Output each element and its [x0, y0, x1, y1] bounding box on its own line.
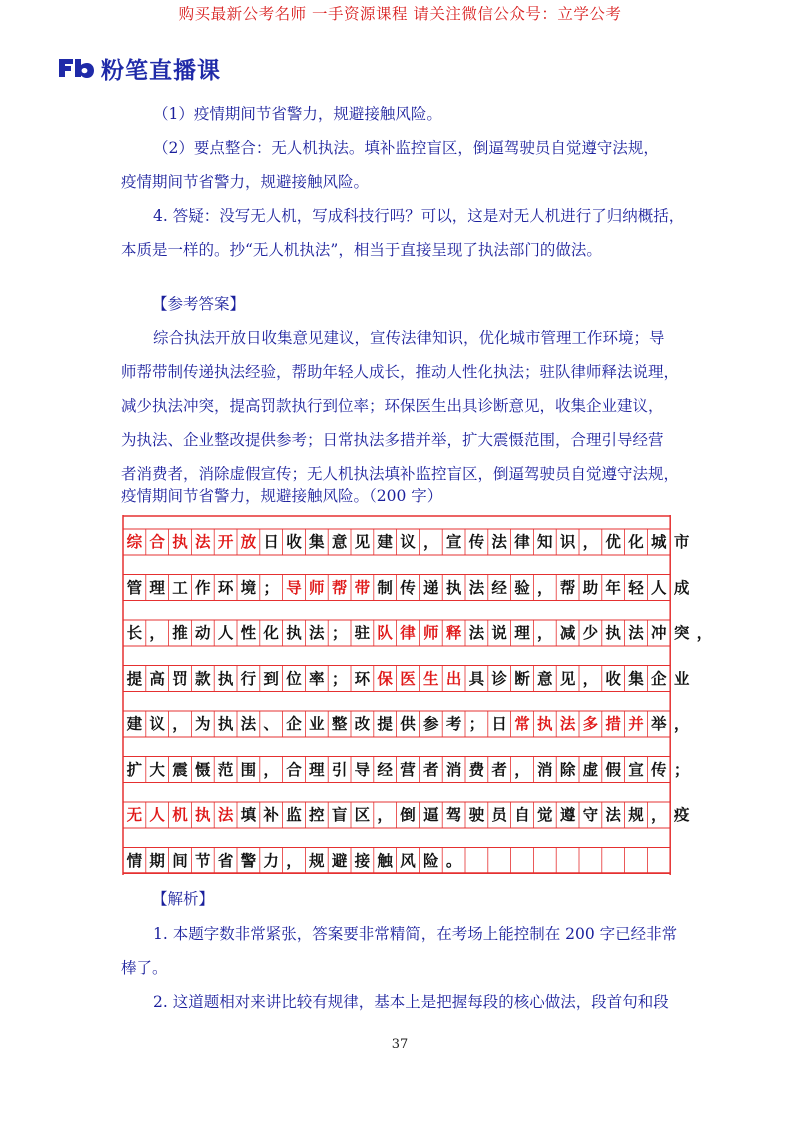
grid-char: ， — [537, 577, 553, 597]
grid-char: 市 — [673, 532, 690, 551]
grid-char: 动 — [195, 623, 211, 642]
grid-char: 驻 — [354, 623, 371, 642]
grid-char: ， — [582, 532, 599, 551]
grid-char: ； — [331, 668, 348, 688]
logo-text: 粉笔直播课 — [101, 57, 221, 84]
grid-char: 见 — [354, 532, 371, 551]
grid-char: 法 — [468, 623, 485, 642]
answer-line-4: 为执法、企业整改提供参考；日常执法多措并举，扩大震慑范围，合理引导经营 — [121, 431, 664, 449]
grid-char: 导 — [354, 759, 371, 779]
grid-char: 消 — [445, 759, 462, 779]
grid-char: 人 — [651, 577, 667, 597]
grid-char: 扩 — [126, 759, 143, 779]
grid-char: 驾 — [445, 805, 462, 824]
grid-char: 理 — [514, 623, 530, 642]
grid-char: ， — [423, 532, 439, 551]
grid-char: 疫 — [673, 805, 690, 824]
grid-char: ， — [582, 668, 599, 688]
logo — [57, 52, 221, 84]
grid-char: ， — [673, 714, 690, 733]
grid-char: 虚 — [582, 759, 599, 779]
grid-char: 具 — [468, 668, 485, 688]
grid-char: 围 — [240, 759, 257, 779]
grid-char: 综 — [126, 532, 143, 551]
grid-char: 补 — [263, 805, 279, 824]
intro-line-1: （1）疫情期间节省警力，规避接触风险。 — [153, 105, 442, 123]
grid-char: 诊 — [491, 668, 507, 688]
answer-grid — [121, 515, 713, 875]
grid-char: 化 — [263, 623, 279, 642]
grid-char: ， — [537, 623, 553, 642]
grid-char: 无 — [126, 805, 143, 824]
grid-char: ， — [696, 623, 713, 642]
grid-char: 执 — [217, 714, 234, 733]
grid-char: ， — [377, 805, 393, 824]
grid-char: 境 — [240, 577, 257, 597]
analysis-line-3: 2. 这道题相对来讲比较有规律，基本上是把握每段的核心做法，段首句和段 — [153, 993, 669, 1011]
grid-char: 业 — [309, 714, 325, 733]
grid-char: 企 — [286, 714, 302, 733]
grid-char: 为 — [195, 714, 211, 733]
grid-char: 改 — [354, 714, 371, 733]
grid-char: 性 — [240, 623, 257, 642]
grid-char: 法 — [491, 532, 507, 551]
grid-char: 执 — [195, 805, 211, 824]
grid-char: 工 — [172, 577, 188, 597]
intro-line-3: 疫情期间节省警力，规避接触风险。 — [121, 173, 370, 191]
grid-char: 接 — [354, 850, 371, 870]
grid-char: ， — [286, 850, 302, 870]
grid-char: 期 — [149, 850, 165, 870]
grid-char: 执 — [605, 623, 621, 642]
grid-char: 震 — [172, 759, 188, 779]
grid-char: 营 — [400, 759, 416, 779]
grid-char: 者 — [423, 759, 439, 779]
grid-char: 罚 — [172, 668, 188, 688]
grid-char: 律 — [514, 532, 530, 551]
grid-char: 业 — [673, 668, 690, 688]
grid-char: 守 — [582, 805, 599, 824]
grid-char: 警 — [240, 850, 257, 870]
grid-char: 范 — [217, 759, 234, 779]
grid-char: 验 — [514, 577, 530, 597]
grid-char: 日 — [263, 532, 279, 551]
grid-char: 监 — [286, 805, 302, 824]
grid-char: 逼 — [423, 805, 439, 824]
grid-char: 优 — [605, 532, 621, 551]
grid-char: 师 — [423, 623, 439, 642]
grid-char: ； — [263, 577, 279, 597]
grid-char: 风 — [400, 850, 416, 870]
grid-char: 力 — [263, 850, 279, 870]
grid-char: 断 — [514, 668, 530, 688]
grid-char: 经 — [377, 759, 393, 779]
grid-char: 执 — [217, 668, 234, 688]
grid-char: 款 — [195, 668, 211, 688]
grid-char: 法 — [468, 577, 485, 597]
grid-char: 建 — [126, 714, 143, 733]
grid-char: 放 — [240, 532, 257, 551]
grid-char: 化 — [628, 532, 644, 551]
grid-char: 传 — [468, 532, 485, 551]
grid-char: 员 — [491, 805, 507, 824]
grid-char: 合 — [149, 532, 165, 551]
intro-line-5: 本质是一样的。抄“无人机执法”，相当于直接呈现了执法部门的做法。 — [121, 241, 602, 259]
grid-char: ， — [514, 759, 530, 779]
grid-char: 议 — [149, 714, 165, 733]
grid-char: 执 — [537, 714, 553, 733]
grid-char: ； — [468, 714, 485, 733]
grid-char: 遵 — [559, 805, 576, 824]
grid-char: 避 — [331, 850, 348, 870]
grid-char: 省 — [217, 850, 234, 870]
grid-char: 规 — [309, 850, 325, 870]
grid-char: 考 — [445, 714, 462, 733]
grid-char: 率 — [309, 668, 325, 688]
grid-char: 收 — [286, 532, 302, 551]
grid-char: 带 — [354, 577, 371, 597]
grid-char: 开 — [217, 532, 234, 551]
grid-char: ； — [331, 623, 348, 642]
grid-char: 导 — [286, 577, 302, 597]
grid-char: 议 — [400, 532, 416, 551]
grid-char: 、 — [263, 714, 279, 733]
grid-char: 医 — [400, 668, 416, 688]
grid-char: 成 — [673, 577, 690, 597]
answer-line-6: 疫情期间节省警力，规避接触风险。（200 字） — [121, 487, 443, 505]
grid-char: 环 — [217, 577, 234, 597]
answer-line-2: 师帮带制传递执法经验，帮助年轻人成长，推动人性化执法；驻队律师释法说理， — [121, 363, 680, 381]
grid-char: 经 — [491, 577, 507, 597]
grid-char: 区 — [354, 805, 371, 824]
grid-char: 生 — [423, 668, 439, 688]
grid-char: 出 — [445, 668, 462, 688]
grid-char: 自 — [514, 805, 530, 824]
analysis-heading: 【解析】 — [152, 890, 215, 908]
grid-char: 提 — [377, 714, 393, 733]
grid-char: 宣 — [445, 532, 462, 551]
grid-char: 保 — [377, 668, 393, 688]
grid-char: 法 — [240, 714, 257, 733]
grid-char: ， — [263, 759, 279, 779]
grid-char: 律 — [400, 623, 416, 642]
grid-char: 倒 — [400, 805, 416, 824]
top-banner: 购买最新公考名师 一手资源课程 请关注微信公众号：立学公考 — [178, 5, 622, 23]
grid-char: 轻 — [628, 577, 644, 597]
grid-char: 环 — [354, 668, 371, 688]
analysis-line-1: 1. 本题字数非常紧张，答案要非常精简，在考场上能控制在 200 字已经非常 — [153, 925, 678, 943]
fb-logo-icon — [57, 57, 95, 79]
grid-char: 法 — [559, 714, 576, 733]
grid-char: 法 — [309, 623, 325, 642]
grid-char: 执 — [286, 623, 302, 642]
grid-char: 知 — [537, 532, 553, 551]
grid-char: 多 — [582, 714, 599, 733]
grid-char: 企 — [651, 668, 667, 688]
grid-char: 机 — [172, 805, 188, 824]
grid-char: 法 — [217, 805, 234, 824]
grid-char: 见 — [559, 668, 576, 688]
grid-char: 高 — [149, 668, 165, 688]
grid-char: ， — [651, 805, 667, 824]
grid-char: 宣 — [628, 759, 644, 779]
grid-char: 慑 — [195, 759, 211, 779]
grid-char: 意 — [331, 532, 348, 551]
grid-char: 日 — [491, 714, 507, 733]
grid-char: 提 — [126, 668, 143, 688]
grid-char: 行 — [240, 668, 257, 688]
intro-line-4: 4. 答疑：没写无人机，写成科技行吗？可以，这是对无人机进行了归纳概括， — [153, 207, 685, 225]
grid-char: 到 — [263, 668, 279, 688]
grid-char: 除 — [559, 759, 576, 779]
grid-char: 位 — [286, 668, 302, 688]
grid-char: 盲 — [331, 805, 348, 824]
grid-char: 识 — [559, 532, 576, 551]
grid-char: 意 — [537, 668, 553, 688]
grid-char: 制 — [377, 577, 393, 597]
grid-char: 集 — [309, 532, 325, 551]
grid-char: 作 — [195, 577, 211, 597]
answer-line-5: 者消费者，消除虚假宣传；无人机执法填补监控盲区，倒逼驾驶员自觉遵守法规， — [121, 465, 680, 483]
grid-char: 大 — [149, 759, 165, 779]
grid-char: 整 — [331, 714, 348, 733]
grid-char: 举 — [651, 714, 667, 733]
grid-char: 人 — [217, 623, 234, 642]
grid-char: 险 — [423, 850, 439, 870]
grid-char: 递 — [423, 577, 439, 597]
grid-char: 消 — [537, 759, 553, 779]
grid-char: 传 — [651, 759, 667, 779]
grid-char: 减 — [559, 623, 576, 642]
grid-char: 城 — [651, 532, 667, 551]
grid-char: 并 — [628, 714, 644, 733]
grid-char: 推 — [172, 623, 188, 642]
grid-char: 帮 — [331, 577, 348, 597]
grid-char: 觉 — [537, 805, 553, 824]
grid-char: 执 — [172, 532, 188, 551]
grid-char: 释 — [445, 623, 462, 642]
grid-char: 理 — [149, 577, 165, 597]
grid-char: 执 — [445, 577, 462, 597]
grid-char: 措 — [605, 714, 621, 733]
grid-char: 法 — [195, 532, 211, 551]
grid-char: 法 — [628, 623, 644, 642]
grid-char: 年 — [605, 577, 621, 597]
grid-char: 间 — [172, 850, 188, 870]
grid-char: ， — [172, 714, 188, 733]
grid-char: 助 — [582, 577, 599, 597]
answer-line-1: 综合执法开放日收集意见建议，宣传法律知识，优化城市管理工作环境；导 — [153, 329, 665, 347]
grid-char: 常 — [514, 714, 530, 733]
grid-char: 冲 — [651, 623, 667, 642]
grid-char: 少 — [582, 623, 599, 642]
grid-char: 合 — [286, 759, 302, 779]
grid-char: 节 — [195, 850, 211, 870]
grid-char: 队 — [377, 623, 393, 642]
answer-line-3: 减少执法冲突，提高罚款执行到位率；环保医生出具诊断意见，收集企业建议， — [121, 397, 664, 415]
grid-char: 说 — [491, 623, 507, 642]
grid-char: 。 — [445, 850, 462, 870]
grid-char: 情 — [126, 850, 143, 870]
page-number: 37 — [391, 1037, 409, 1052]
grid-char: 引 — [331, 759, 348, 779]
grid-char: 费 — [468, 759, 485, 779]
grid-char: 人 — [149, 805, 165, 824]
grid-char: 建 — [377, 532, 393, 551]
grid-char: 填 — [240, 805, 257, 824]
grid-char: 长 — [126, 623, 143, 642]
grid-char: 规 — [628, 805, 644, 824]
grid-char: ； — [673, 759, 690, 779]
grid-char: 集 — [628, 668, 644, 688]
grid-char: 收 — [605, 668, 621, 688]
grid-char: 驶 — [468, 805, 485, 824]
grid-char: 管 — [126, 577, 143, 597]
grid-char: 假 — [605, 759, 621, 779]
intro-line-2: （2）要点整合：无人机执法。填补监控盲区，倒逼驾驶员自觉遵守法规， — [153, 139, 659, 157]
grid-char: 传 — [400, 577, 416, 597]
grid-char: 者 — [491, 759, 507, 779]
grid-char: 触 — [377, 850, 393, 870]
grid-char: 帮 — [559, 577, 576, 597]
answer-heading: 【参考答案】 — [152, 295, 246, 313]
grid-char: 供 — [400, 714, 416, 733]
grid-char: 法 — [605, 805, 621, 824]
grid-char: 突 — [673, 623, 690, 642]
analysis-line-2: 棒了。 — [121, 959, 168, 977]
grid-char: ， — [149, 623, 165, 642]
grid-char: 理 — [309, 759, 325, 779]
grid-char: 参 — [423, 714, 439, 733]
grid-char: 控 — [309, 805, 325, 824]
grid-char: 师 — [309, 577, 325, 597]
